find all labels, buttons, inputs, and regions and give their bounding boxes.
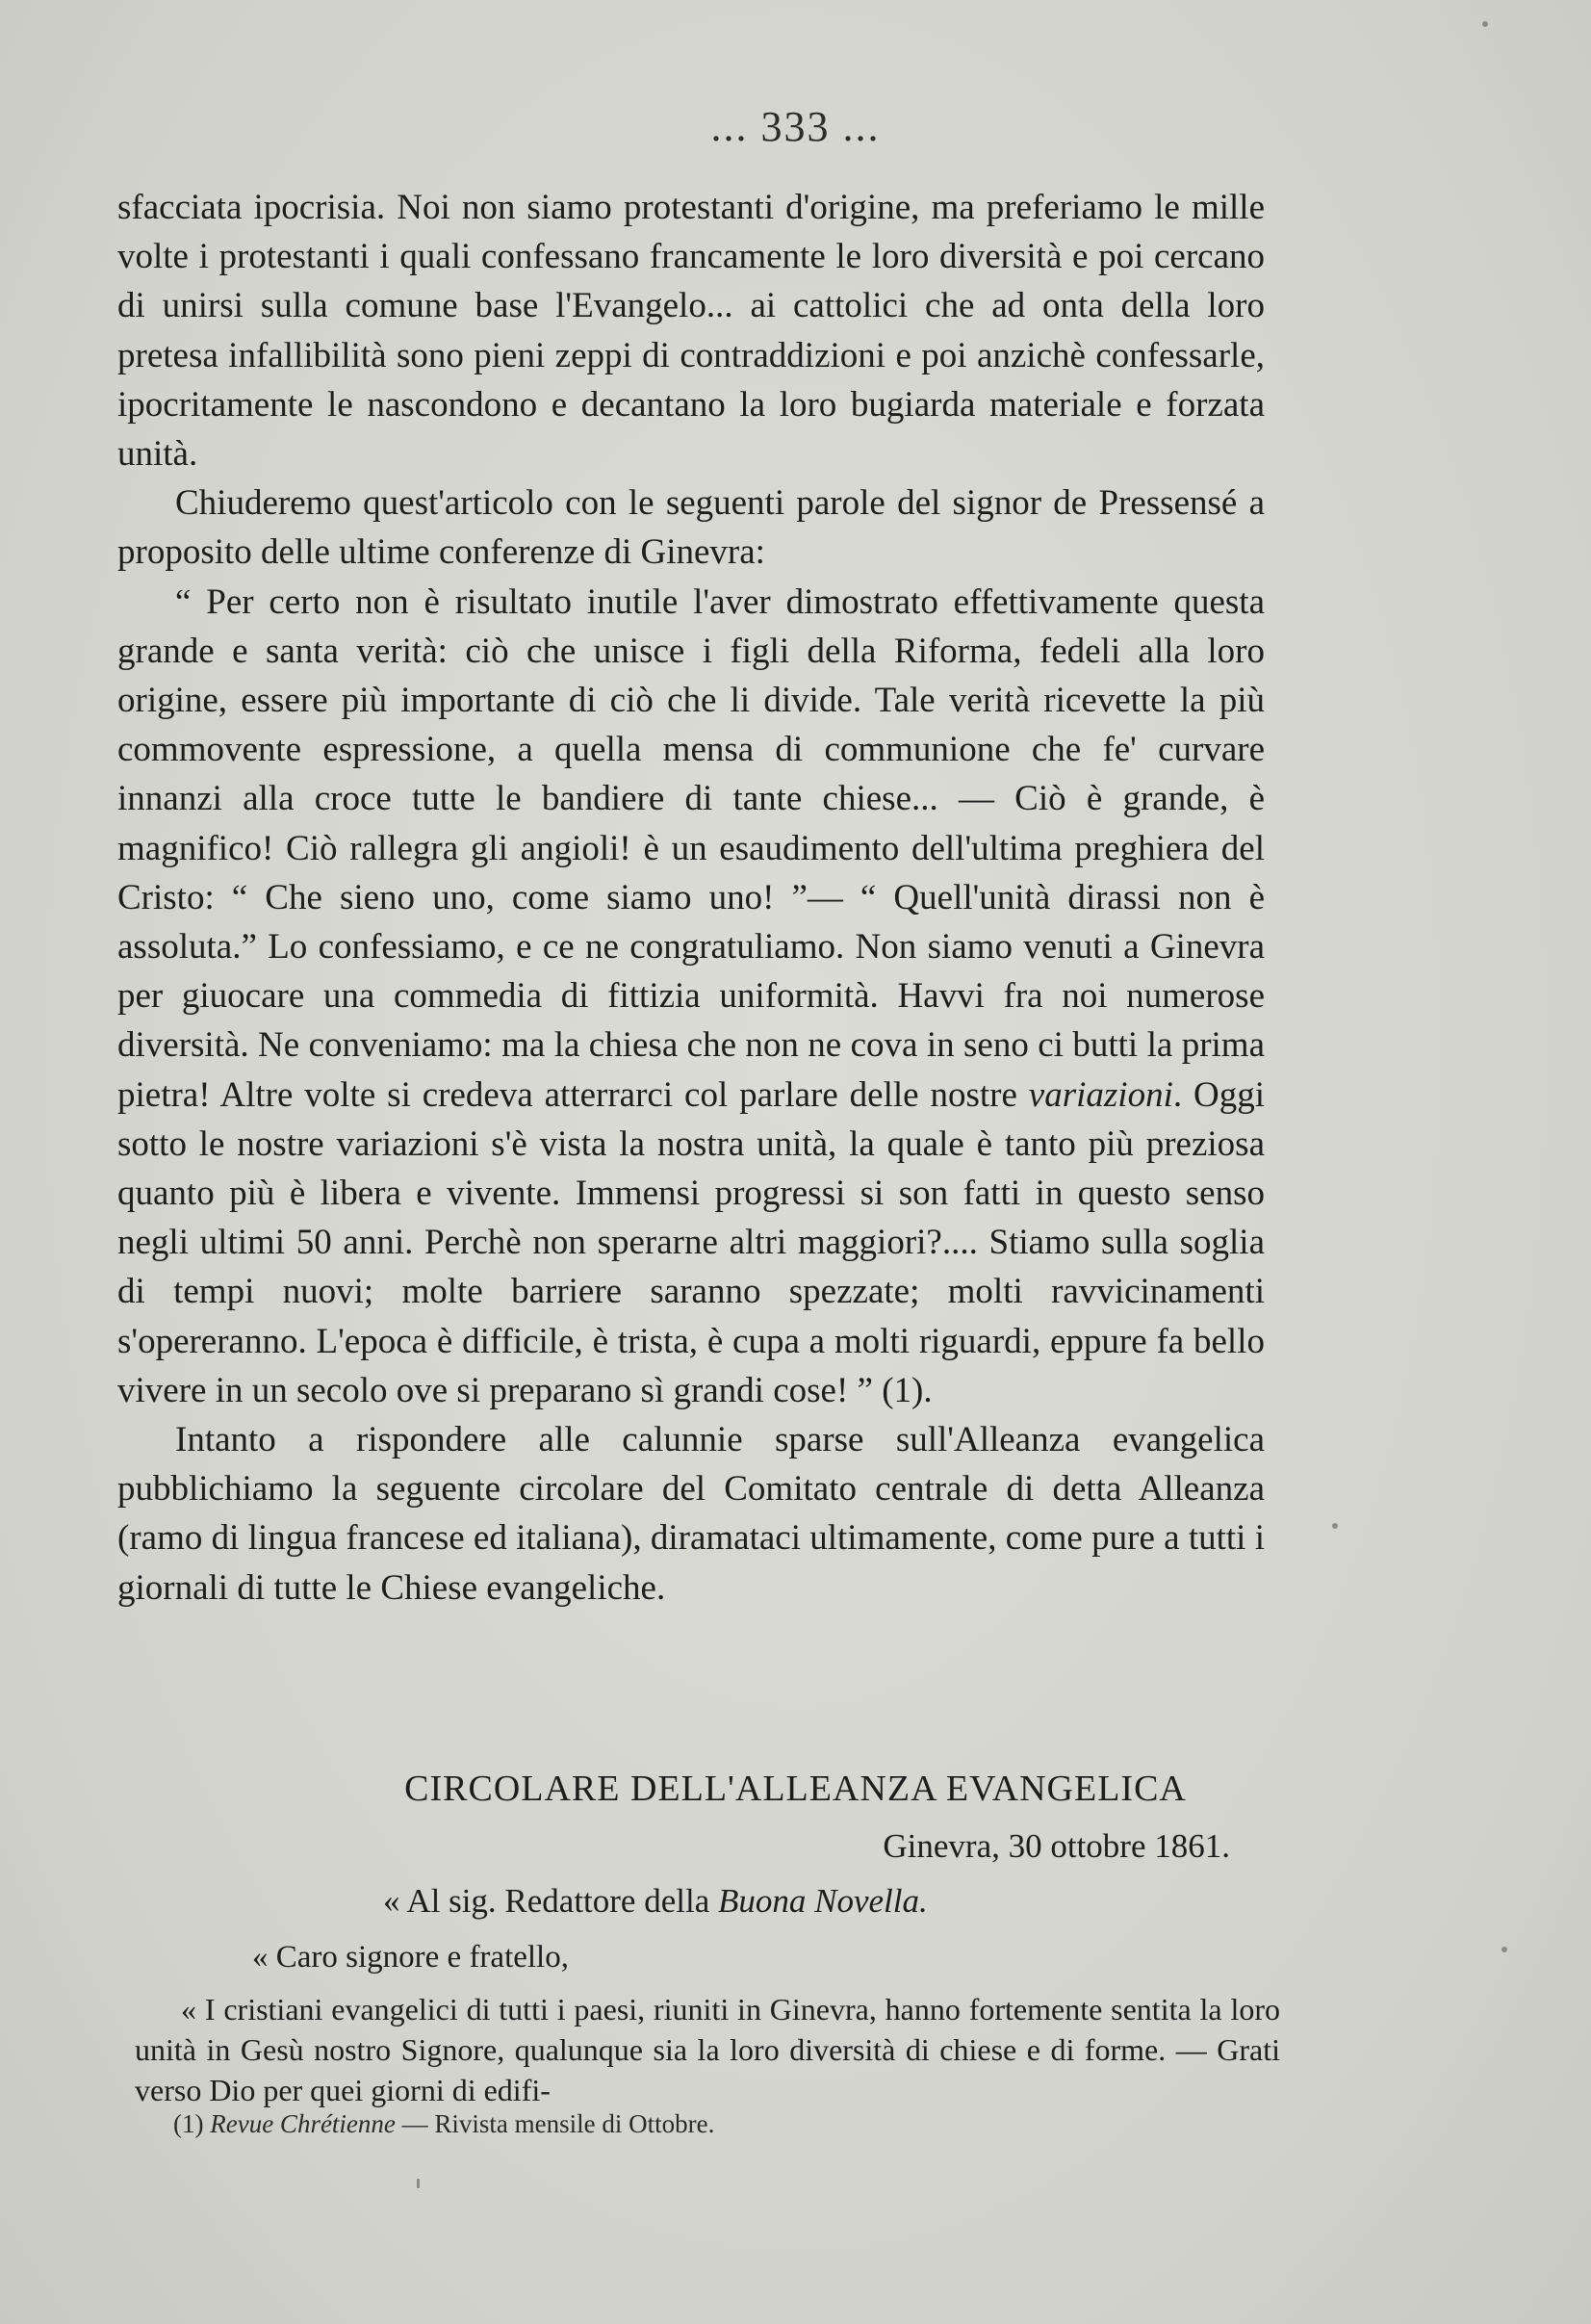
paper-speck [1332, 1523, 1338, 1529]
circular-heading: CIRCOLARE DELL'ALLEANZA EVANGELICA [404, 1769, 1187, 1809]
circular-dateline: Ginevra, 30 ottobre 1861. [883, 1827, 1230, 1865]
paper-speck [1482, 21, 1488, 27]
paper-speck [417, 2179, 420, 2188]
footnote-marker: (1) [173, 2109, 204, 2138]
quote-text: “ Per certo non è risultato inutile l'aver dimostrato effettivamente questa grande e santa verità: ciò che unisce i figli della Riforma, fedeli alla loro origine, essere più importante di ciò che li divide. Tale verità ricevette la più commovente espressione, a quella mensa di communione che fe' curvare innanzi alla croce tutte le bandiere di tante chiese... — Ciò è grande, è magnifico! Ciò rallegra gli angioli! è un esaudimento dell'ultima preghiera del Cristo: “ Che sieno uno, come siamo uno! ”— “ Quell'unità dirassi non è assoluta.” Lo confessiamo, e ce ne congratuliamo. Non siamo venuti a Ginevra per giuocare una commedia di fittizia uniformità. Havvi fra noi numerose diversità. Ne conveniamo: ma la chiesa che non ne cova in seno ci butti la prima pietra! Altre volte si credeva atterrarci col parlare delle nostre [117, 581, 1265, 1115]
quote-tail: . Oggi sotto le nostre variazioni s'è vista la nostra unità, la quale è tanto più preziosa quanto più è libera e vivente. Immensi progressi si son fatti in questo senso negli ultimi 50 anni. Perchè non sperarne altri maggiori?.... Stiamo sulla soglia di tempi nuovi; molte barriere saranno spezzate; molti ravvicinamenti s'opereranno. L'epoca è difficile, è trista, è cupa a molti riguardi, eppure fa bello vivere in un secolo ove si preparano sì grandi cose! ” (1). [117, 1074, 1265, 1410]
quote-italic-word: variazioni [1028, 1074, 1173, 1115]
page-number: ... 333 ... [710, 103, 881, 150]
paragraph-1: sfacciata ipocrisia. Noi non siamo protestanti d'origine, ma preferiamo le mille volte i protestanti i quali confessano francamente le loro diversità e poi cercano di unirsi sulla comune base l'Evangelo... ai cattolici che ad onta della loro pretesa infallibilità sono pieni zeppi di contraddizioni e poi anzichè confessarle, ipocritamente le nascondono e decantano la loro bugiarda materiale e forzata unità. [117, 188, 1265, 475]
address-newspaper: Buona Novella. [717, 1882, 928, 1920]
paper-speck [1501, 1947, 1507, 1952]
paragraph-quote [117, 578, 1265, 1415]
circular-letter [135, 1989, 1280, 2110]
letter-paragraph: « I cristiani evangelici di tutti i paesi, riuniti in Ginevra, hanno fortemente sentita la loro unità in Gesù nostro Signore, qualunque sia la loro diversità di chiese e di forme. — Grati verso Dio per quei giorni di edifi- [135, 1992, 1280, 2107]
footnote [173, 2109, 714, 2139]
footnote-text: — Rivista mensile di Ottobre. [395, 2109, 715, 2138]
paragraph-2: Chiuderemo quest'articolo con le seguenti parole del signor de Pressensé a proposito delle ultime conferenze di Ginevra: [117, 483, 1265, 573]
circular-address [383, 1882, 928, 1921]
circular-salutation: « Caro signore e fratello, [252, 1940, 569, 1975]
body-text [117, 183, 1265, 1613]
address-prefix: « Al sig. Redattore della [383, 1882, 718, 1920]
footnote-source: Revue Chrétienne [210, 2109, 396, 2138]
paragraph-4: Intanto a rispondere alle calunnie sparse sull'Alleanza evangelica pubblichiamo la seguente circolare del Comitato centrale di detta Alleanza (ramo di lingua francese ed italiana), diramataci ultimamente, come pure a tutti i giornali di tutte le Chiese evangeliche. [117, 1420, 1265, 1608]
